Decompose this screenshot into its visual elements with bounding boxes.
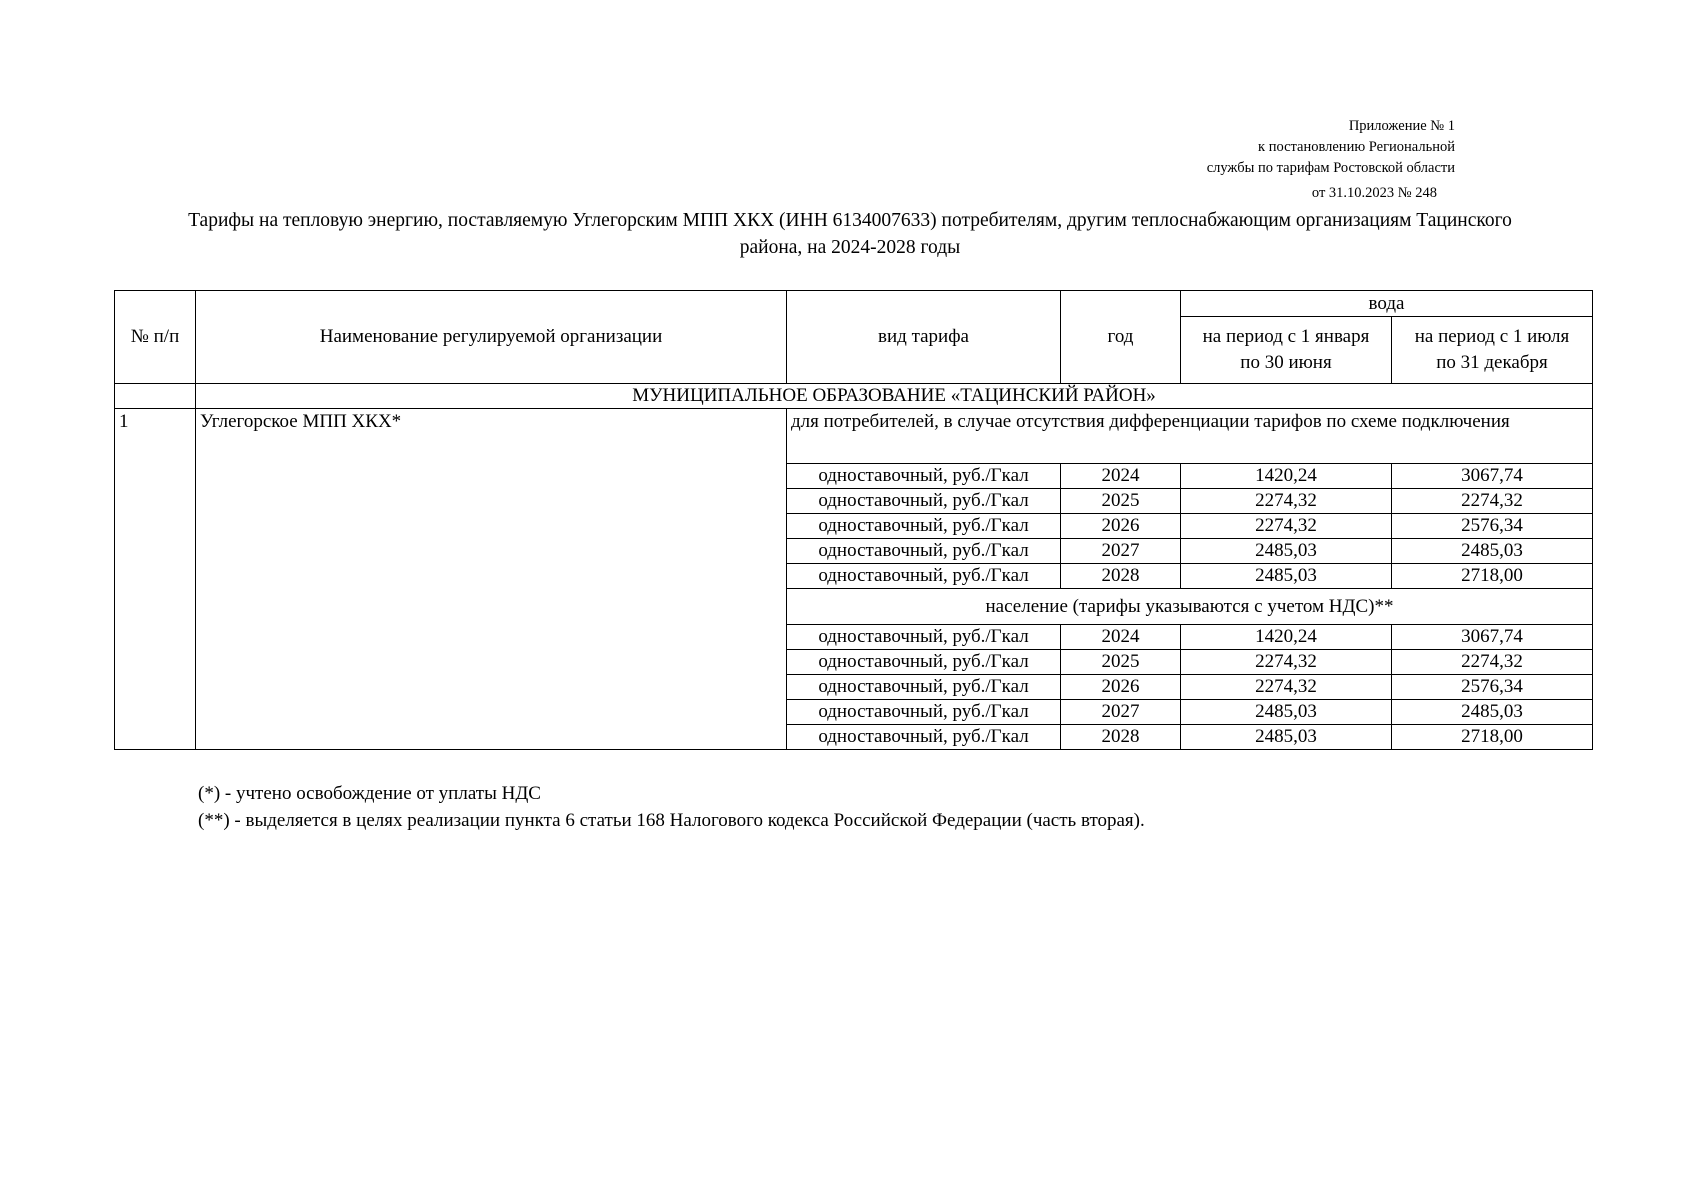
year-cell: 2028 — [1061, 564, 1181, 589]
period-2-value: 2274,32 — [1392, 489, 1593, 514]
period-2-value: 2485,03 — [1392, 539, 1593, 564]
tariff-kind-cell: одноставочный, руб./Гкал — [787, 514, 1061, 539]
tariff-kind-cell: одноставочный, руб./Гкал — [787, 700, 1061, 725]
period-2-value: 2576,34 — [1392, 514, 1593, 539]
year-cell: 2024 — [1061, 464, 1181, 489]
period-2-value: 2576,34 — [1392, 675, 1593, 700]
header-org: Наименование регулируемой организации — [196, 291, 787, 384]
row-number: 1 — [115, 409, 196, 750]
header-num: № п/п — [115, 291, 196, 384]
period-1-value: 2485,03 — [1181, 725, 1392, 750]
year-cell: 2024 — [1061, 625, 1181, 650]
tariff-kind-cell: одноставочный, руб./Гкал — [787, 625, 1061, 650]
year-cell: 2027 — [1061, 539, 1181, 564]
year-cell: 2025 — [1061, 489, 1181, 514]
tariff-kind-cell: одноставочный, руб./Гкал — [787, 489, 1061, 514]
header-period-2-line1: на период с 1 июля — [1414, 326, 1570, 347]
period-1-value: 1420,24 — [1181, 625, 1392, 650]
tariff-kind-cell: одноставочный, руб./Гкал — [787, 725, 1061, 750]
header-period-2 — [1392, 317, 1593, 384]
section-label-consumers: для потребителей, в случае отсутствия дифференциации тарифов по схеме подключения — [787, 409, 1593, 464]
year-cell: 2027 — [1061, 700, 1181, 725]
tariff-kind-cell: одноставочный, руб./Гкал — [787, 564, 1061, 589]
organization-name: Углегорское МПП ХКХ* — [196, 409, 787, 750]
period-1-value: 2485,03 — [1181, 564, 1392, 589]
tariff-kind-cell: одноставочный, руб./Гкал — [787, 464, 1061, 489]
period-1-value: 2274,32 — [1181, 650, 1392, 675]
title-line: Тарифы на тепловую энергию, поставляемую Углегорским МПП ХКХ (ИНН 6134007633) потребителям, другим теплоснабжающим организациям Тацинского — [188, 210, 1512, 231]
header-group-water: вода — [1181, 291, 1593, 317]
header-period-2-line2: по 31 декабря — [1436, 352, 1548, 373]
appendix-line: Приложение № 1 — [1348, 118, 1455, 134]
period-2-value: 3067,74 — [1392, 625, 1593, 650]
year-cell: 2026 — [1061, 514, 1181, 539]
section-label-population: население (тарифы указываются с учетом НДС)** — [787, 589, 1593, 625]
header-kind: вид тарифа — [787, 291, 1061, 384]
period-2-value: 2485,03 — [1392, 700, 1593, 725]
period-1-value: 2485,03 — [1181, 539, 1392, 564]
period-1-value: 1420,24 — [1181, 464, 1392, 489]
header-year: год — [1061, 291, 1181, 384]
period-1-value: 2274,32 — [1181, 489, 1392, 514]
period-2-value: 2718,00 — [1392, 564, 1593, 589]
header-period-1 — [1181, 317, 1392, 384]
period-1-value: 2485,03 — [1181, 700, 1392, 725]
header-period-1-line1: на период с 1 января — [1202, 326, 1370, 347]
tariff-table — [114, 290, 1593, 750]
document-title — [120, 207, 1580, 261]
tariff-kind-cell: одноставочный, руб./Гкал — [787, 539, 1061, 564]
appendix-header — [1207, 116, 1455, 204]
period-1-value: 2274,32 — [1181, 675, 1392, 700]
footnote: (**) - выделяется в целях реализации пункта 6 статьи 168 Налогового кодекса Российской Федерации (часть вторая). — [198, 810, 1145, 831]
header-period-1-line2: по 30 июня — [1240, 352, 1332, 373]
period-2-value: 2718,00 — [1392, 725, 1593, 750]
footnotes — [198, 780, 1145, 834]
appendix-line: к постановлению Региональной — [1258, 139, 1455, 155]
period-2-value: 3067,74 — [1392, 464, 1593, 489]
tariff-kind-cell: одноставочный, руб./Гкал — [787, 675, 1061, 700]
footnote: (*) - учтено освобождение от уплаты НДС — [198, 783, 541, 804]
municipality-num-cell — [115, 384, 196, 409]
year-cell: 2026 — [1061, 675, 1181, 700]
year-cell: 2025 — [1061, 650, 1181, 675]
appendix-line: службы по тарифам Ростовской области — [1206, 160, 1455, 176]
year-cell: 2028 — [1061, 725, 1181, 750]
tariff-kind-cell: одноставочный, руб./Гкал — [787, 650, 1061, 675]
municipality-row: МУНИЦИПАЛЬНОЕ ОБРАЗОВАНИЕ «ТАЦИНСКИЙ РАЙОН» — [196, 384, 1593, 409]
period-2-value: 2274,32 — [1392, 650, 1593, 675]
title-line: района, на 2024-2028 годы — [739, 237, 961, 258]
appendix-date: от 31.10.2023 № 248 — [1311, 185, 1437, 201]
period-1-value: 2274,32 — [1181, 514, 1392, 539]
